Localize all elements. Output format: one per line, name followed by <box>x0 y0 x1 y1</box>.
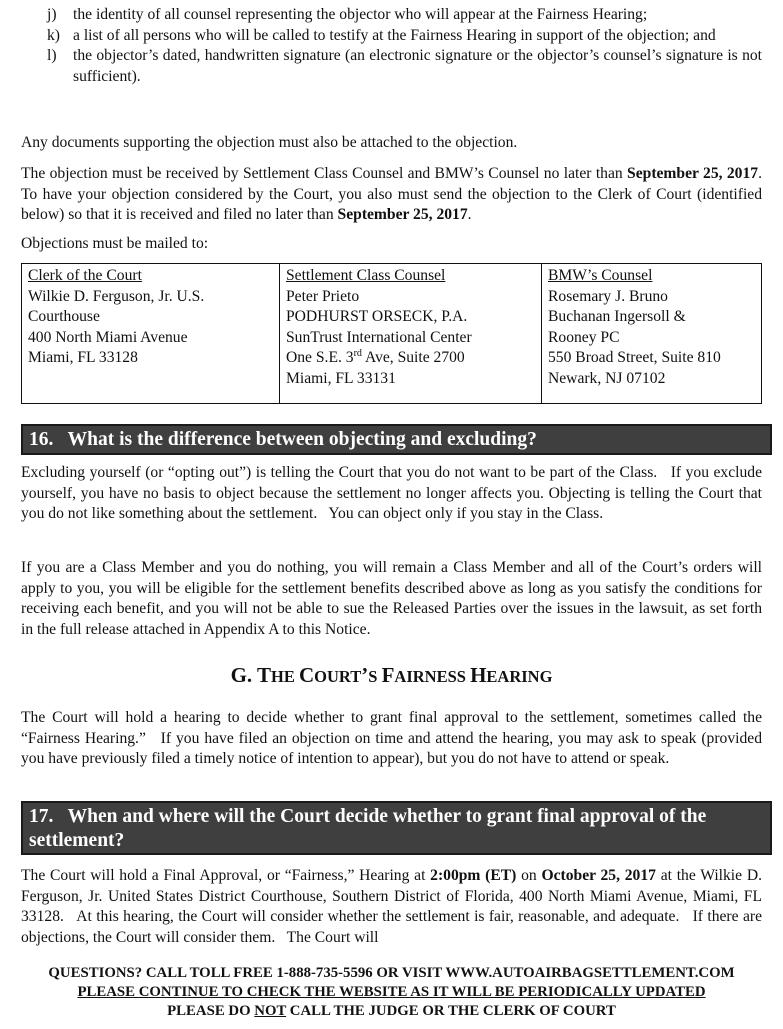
address-line: Rosemary J. Bruno <box>548 287 668 305</box>
bmw-counsel-address <box>541 264 761 403</box>
objection-deadline-paragraph <box>21 164 762 226</box>
list-marker: k) <box>47 26 60 44</box>
address-line: Courthouse <box>28 308 100 325</box>
list-item-text: a list of all persons who will be called to testify at the Fairness Hearing in support of the objection; and <box>73 26 716 44</box>
address-line: Peter Prieto <box>286 287 360 305</box>
paragraph-text: on <box>516 867 542 884</box>
ordinal-suffix: rd <box>353 347 362 359</box>
fairness-hearing-paragraph: The Court will hold a hearing to decide whether to grant final approval to the settlement, sometimes called the “Fairness Hearing.” If you have filed an objection on time and attend the hearing, you may ask to speak (provided you have previously filed a timely notice of intention to appear), but you do not have to attend or speak. <box>21 709 766 767</box>
list-marker: l) <box>47 47 57 64</box>
heading-text: C <box>299 663 315 687</box>
clerk-address <box>22 264 279 403</box>
footer-text: PLEASE DO <box>167 1003 255 1019</box>
page-footer <box>0 964 783 1021</box>
list-item-text: the objector’s dated, handwritten signature (an electronic signature or the objector’s counsel’s signature is not sufficient). <box>73 47 762 85</box>
address-line: Buchanan Ingersoll & <box>548 308 686 325</box>
deadline-text: . <box>467 206 472 223</box>
address-heading: Settlement Class Counsel <box>286 267 446 284</box>
list-item <box>21 46 762 87</box>
hearing-time: 2:00pm (ET) <box>430 867 517 884</box>
address-line: Miami, FL 33131 <box>286 369 396 387</box>
address-line: Wilkie D. Ferguson, Jr. U.S. <box>28 287 205 305</box>
address-line: Rooney PC <box>548 328 620 346</box>
section-17-heading: 17. When and where will the Court decide whether to grant final approval of the settlement? <box>21 801 772 855</box>
section-16-paragraph: Excluding yourself (or “opting out”) is telling the Court that you do not want to be part of the Class. If you exclude yourself, you have no basis to object because the settlement no longer affects you. Objecting is telling the Court that you do not like something about the settlement. You can object only if you stay in the Class. <box>21 464 766 522</box>
heading-text: S <box>368 667 382 686</box>
heading-text: HE <box>271 667 299 686</box>
address-line: Miami, FL 33128 <box>28 349 138 366</box>
address-table <box>21 263 762 404</box>
footer-line <box>0 1002 783 1021</box>
deadline-date: September 25, 2017 <box>627 165 759 182</box>
section-g-heading <box>0 662 783 690</box>
deadline-text: . To have your objection considered by the Court, you also must send the objection to the Clerk of Court (identified below) so that it is received and filed no later than <box>21 165 762 223</box>
objection-requirements-list <box>21 5 762 87</box>
footer-not: NOT <box>254 1003 287 1019</box>
address-line: 400 North Miami Avenue <box>28 328 188 346</box>
section-17-paragraph <box>21 866 766 948</box>
heading-text: OURT <box>314 667 362 686</box>
heading-text: ’ <box>361 663 369 687</box>
section-16-paragraph: If you are a Class Member and you do nothing, you will remain a Class Member and all of the Court’s orders will apply to you, you will be eligible for the settlement benefits described above as long as you satisfy the conditions for receiving each benefit, and you will not be able to sue the Released Parties over the issues in the lawsuit, as set forth in the full release attached in Appendix A to this Notice. <box>21 559 762 638</box>
footer-line <box>0 983 783 1002</box>
deadline-text: The objection must be received by Settlement Class Counsel and BMW’s Counsel no later than <box>21 165 628 182</box>
list-item-text: the identity of all counsel representing the objector who will appear at the Fairness Hearing; <box>73 6 648 23</box>
heading-text: G. T <box>230 663 272 687</box>
hearing-date: October 25, 2017 <box>541 867 656 884</box>
footer-underlined: PLEASE CONTINUE TO CHECK THE WEBSITE AS IT WILL BE PERIODICALLY UPDATED <box>77 984 706 1000</box>
paragraph-text: at the Wilkie D. Ferguson, Jr. United States District Courthouse, Southern District of Florida, 400 North Miami Avenue, Miami, FL 33128. At this hearing, the Court will consider whether the settlement is fair, reasonable, and adequate. If there are objections, the Court will consider them. The Court will <box>21 867 766 946</box>
class-counsel-address <box>279 264 541 403</box>
address-line: Newark, NJ 07102 <box>548 369 666 387</box>
address-line: SunTrust International Center <box>286 328 472 346</box>
address-heading: BMW’s Counsel <box>548 267 653 284</box>
heading-text: AIRNESS <box>394 667 471 686</box>
address-text: One S.E. 3 <box>286 349 354 366</box>
list-marker: j) <box>47 6 57 23</box>
address-text: Ave, Suite 2700 <box>361 349 465 366</box>
heading-text: H <box>470 663 487 687</box>
address-line <box>286 348 535 369</box>
address-heading: Clerk of the Court <box>28 267 142 284</box>
paragraph-text: The Court will hold a Final Approval, or “Fairness,” Hearing at <box>21 867 431 884</box>
section-16-heading: 16. What is the difference between objecting and excluding? <box>21 424 772 455</box>
footer-text: CALL THE JUDGE OR THE CLERK OF COURT <box>286 1003 616 1019</box>
footer-line: QUESTIONS? CALL TOLL FREE 1-888-735-5596 OR VISIT WWW.AUTOAIRBAGSETTLEMENT.COM <box>48 965 735 981</box>
deadline-date: September 25, 2017 <box>337 206 468 223</box>
list-item <box>21 26 762 47</box>
mail-intro: Objections must be mailed to: <box>21 235 209 252</box>
address-line: PODHURST ORSECK, P.A. <box>286 308 468 325</box>
heading-text: F <box>381 663 395 687</box>
list-item <box>21 5 762 26</box>
heading-text: EARING <box>486 667 553 686</box>
address-line: 550 Broad Street, Suite 810 <box>548 349 721 366</box>
supporting-documents-paragraph: Any documents supporting the objection must also be attached to the objection. <box>21 134 518 151</box>
